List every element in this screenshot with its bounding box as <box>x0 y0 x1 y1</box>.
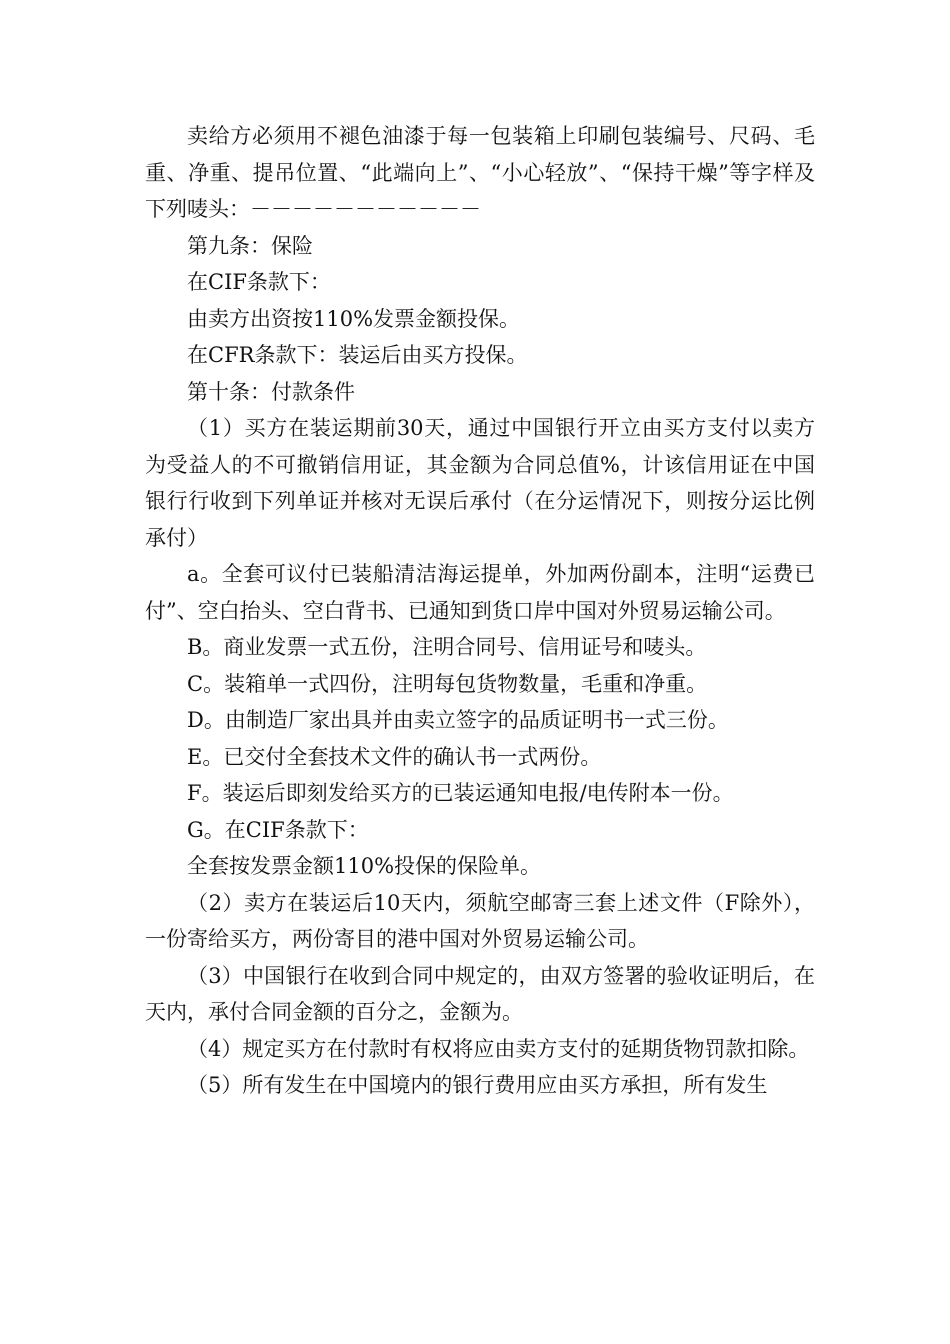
paragraph-cif-terms: 在CIF条款下： <box>187 270 331 294</box>
heading-article-9: 第九条：保险 <box>187 233 313 258</box>
paragraph-doc-e: E。已交付全套技术文件的确认书一式两份。 <box>187 744 602 769</box>
paragraph-payment-1: （1）买方在装运期前30天，通过中国银行开立由买方支付以卖方为受益人的不可撤销信用证，其金额为合同总值%，计该信用证在中国银行行收到下列单证并核对无误后承付（在分运情况下，则按分运比例承付） <box>145 416 815 550</box>
paragraph-payment-3: （3）中国银行在收到合同中规定的，由双方签署的验收证明后，在天内，承付合同金额的百分之，金额为。 <box>145 963 815 1024</box>
paragraph-payment-5: （5）所有发生在中国境内的银行费用应由买方承担，所有发生 <box>187 1073 768 1097</box>
document-body <box>145 118 815 1104</box>
paragraph-doc-c: C。装箱单一式四份，注明每包货物数量，毛重和净重。 <box>187 671 708 696</box>
heading-article-10: 第十条：付款条件 <box>187 379 355 404</box>
paragraph-cfr-terms: 在CFR条款下：装运后由买方投保。 <box>187 343 528 367</box>
paragraph-payment-2: （2）卖方在装运后10天内，须航空邮寄三套上述文件（F除外），一份寄给买方，两份寄目的港中国对外贸易运输公司。 <box>145 890 815 951</box>
paragraph-cif-insurance: 由卖方出资按110%发票金额投保。 <box>187 306 521 331</box>
paragraph-doc-g: G。在CIF条款下： <box>187 817 369 842</box>
paragraph-doc-f: F。装运后即刻发给买方的已装运通知电报/电传附本一份。 <box>187 781 734 805</box>
paragraph-payment-4: （4）规定买方在付款时有权将应由卖方支付的延期货物罚款扣除。 <box>187 1036 810 1061</box>
paragraph-insurance-policy: 全套按发票金额110%投保的保险单。 <box>187 854 542 878</box>
paragraph-doc-b: B。商业发票一式五份，注明合同号、信用证号和唛头。 <box>187 635 707 659</box>
paragraph-doc-d: D。由制造厂家出具并由卖立签字的品质证明书一式三份。 <box>187 708 729 732</box>
paragraph-marking: 卖给方必须用不褪色油漆于每一包装箱上印刷包装编号、尺码、毛重、净重、提吊位置、“此端向上”、“小心轻放”、“保持干燥”等字样及下列唛头：－－－－－－－－－－－ <box>145 124 815 221</box>
paragraph-doc-a: a。全套可议付已装船清洁海运提单，外加两份副本，注明“运费已付”、空白抬头、空白背书、已通知到货口岸中国对外贸易运输公司。 <box>145 562 815 623</box>
